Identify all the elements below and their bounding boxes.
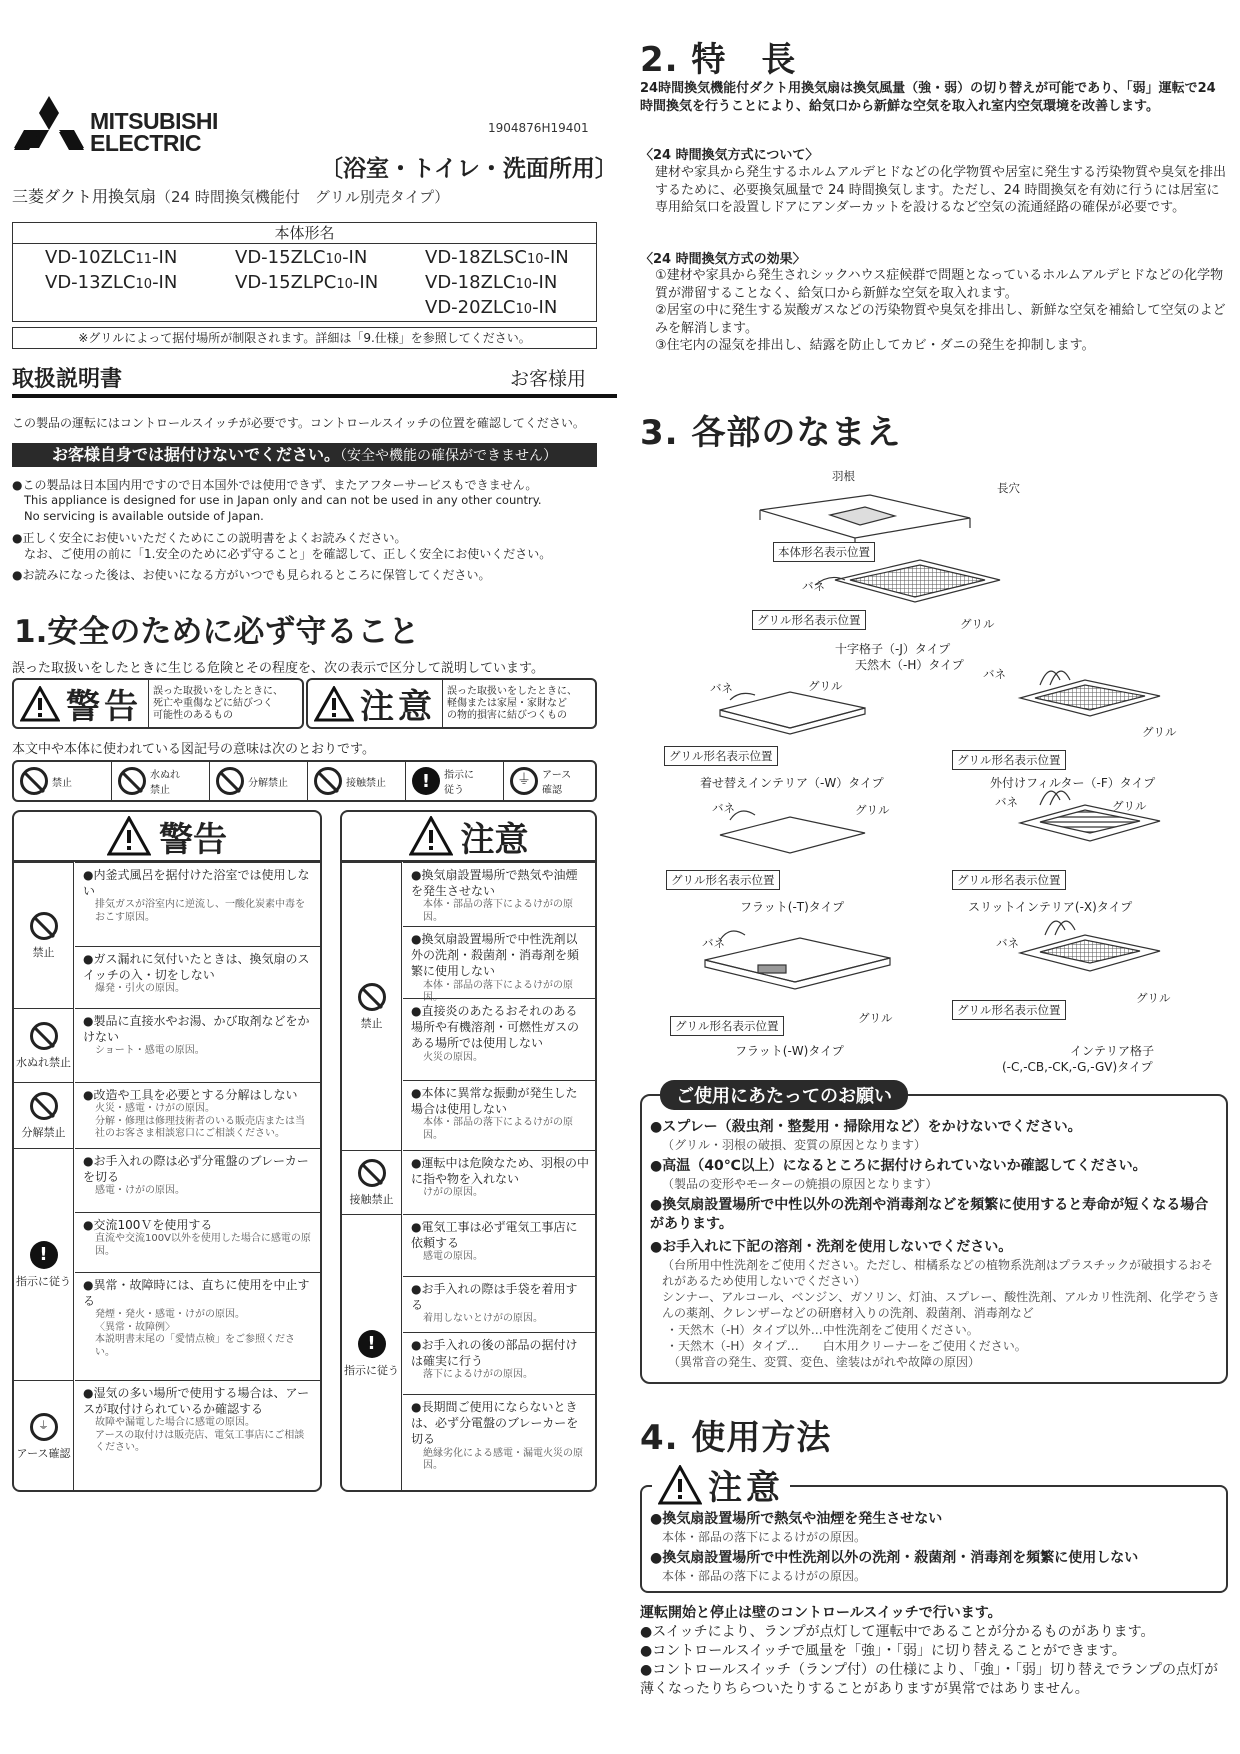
warnbody-item-7: ●湿気の多い場所で使用する場合は、アースが取付けられているか確認する 故障や漏電した場合に感電の原因。 アースの取付けは販売店、電気工事店にご相談ください。 bbox=[75, 1380, 320, 1492]
usage-1: ●スイッチにより、ランプが点灯して運転中であることが分かるものがあります。 bbox=[640, 1623, 1155, 1640]
features-p1: 建材や家具から発生するホルムアルデヒドなどの化学物質や居室に発生する汚染物質や臭気を排出するために、必要換気風量で 24 時間換気します。ただし、24 時間換気を有効に行うには居室に専用給気口を設置しドアにアンダーカットを設けるなど空気の流通経路の確保が必要です。 bbox=[655, 165, 1226, 216]
customer-label: お客様用 bbox=[510, 368, 587, 390]
usage-caution-word: 注意 bbox=[708, 1468, 784, 1508]
caution-triangle-icon bbox=[658, 1465, 702, 1505]
caption-t: フラット(-T)タイプ bbox=[740, 900, 845, 914]
usage-lead: 運転開始と停止は壁のコントロールスイッチで行います。 bbox=[640, 1605, 1002, 1621]
request-list bbox=[650, 1118, 1222, 1370]
caption-c2: (-C,-CB,-CK,-G,-GV)タイプ bbox=[1002, 1060, 1153, 1074]
label-nagaana: 長穴 bbox=[997, 481, 1020, 495]
warning-table-header: 警告 bbox=[14, 812, 320, 862]
features-lead: 24時間換気機能付ダクト用換気扇は換気風量（強・弱）の切り替えが可能であり、「弱」運転で24時間換気を行うことにより、給気口から新鮮な空気を取入れ室内空気環境を改善します。 bbox=[640, 81, 1216, 114]
features-effects bbox=[655, 267, 1228, 355]
model-spacer bbox=[45, 296, 235, 321]
symbol-no-touch: 接触禁止 bbox=[308, 762, 406, 800]
label-grill-4: グリル bbox=[855, 803, 890, 817]
usage-caution-2-note: 本体・部品の落下によるけがの原因。 bbox=[662, 1568, 867, 1583]
prohibit-icon bbox=[358, 983, 386, 1011]
caution-triangle-icon bbox=[314, 686, 354, 722]
request-1-note: （グリル・羽根の破損、変質の原因となります） bbox=[662, 1137, 927, 1152]
warning-triangle-icon bbox=[107, 816, 151, 856]
prohibit-icon bbox=[30, 1092, 58, 1120]
warnbody-item-2: ●製品に直接水やお湯、かび取剤などをかけない ショート・感電の原因。 bbox=[75, 1008, 320, 1082]
grille-note: ※グリルによって据付場所が制限されます。詳細は「9.仕様」を参照してください。 bbox=[12, 327, 597, 349]
request-3: ●換気扇設置場所で中性以外の洗剤や消毒剤などを頻繁に使用すると寿命が短くなる場合があります。 bbox=[650, 1197, 1209, 1233]
usage-2: ●コントロールスイッチで風量を「強」・「弱」に切り替えることができます。 bbox=[640, 1642, 1126, 1659]
intro-bullet-2b: なお、ご使用の前に「1.安全のために必ず守ること」を確認して、正しく安全にお使いください。 bbox=[24, 547, 552, 562]
label-bane-7: バネ bbox=[996, 936, 1019, 950]
section3-title: 3. 各部のなまえ bbox=[640, 413, 902, 453]
warnbody-item-3: ●改造や工具を必要とする分解はしない 火災・感電・けがの原因。 分解・修理は修理技術者のいる販売店または当社のお客さま相談窓口にご相談ください。 bbox=[75, 1082, 320, 1148]
grill-model-label-position-3: グリル形名表示位置 bbox=[952, 750, 1066, 770]
symbol-ground: ⏚ アース 確認 bbox=[504, 762, 594, 800]
label-bane-4: バネ bbox=[712, 801, 735, 815]
safety-lead: 誤った取扱いをしたときに生じる危険とその程度を、次の表示で区分して説明しています。 bbox=[12, 661, 544, 676]
model-1: VD-15ZLC10-IN bbox=[235, 247, 368, 268]
ground-icon: ⏚ bbox=[510, 767, 538, 795]
request-1: ●スプレー（殺虫剤・整髪用・掃除用など）をかけないでください。 bbox=[650, 1119, 1082, 1135]
label-grill-6: グリル bbox=[858, 1011, 893, 1025]
parts-drawing bbox=[640, 460, 1230, 1080]
caution-table-header: 注意 bbox=[342, 812, 595, 862]
warning-triangle-icon bbox=[20, 686, 60, 722]
intro-en-1: This appliance is designed for use in Japan only and can not be used in any other country. bbox=[24, 493, 542, 508]
label-bane-1: バネ bbox=[802, 579, 825, 593]
caption-c1: インテリア格子 bbox=[1070, 1044, 1155, 1058]
symbol-prohibit: 禁止 bbox=[14, 762, 112, 800]
section2-title: 2. 特 長 bbox=[640, 40, 797, 80]
cautbody-category-2: ! 指示に従う bbox=[342, 1214, 402, 1492]
brand-line2: ELECTRIC bbox=[90, 130, 201, 156]
section1-title: 1.安全のために必ず守ること bbox=[14, 614, 420, 650]
warnbody-category-3: ! 指示に従う bbox=[14, 1148, 74, 1380]
cautbody-item-1: ●換気扇設置場所で中性洗剤以外の洗剤・殺菌剤・消毒剤を頻繁に使用しない 本体・部品の落下によるけがの原因。 bbox=[403, 926, 595, 998]
caption-x: スリットインテリア(-X)タイプ bbox=[968, 900, 1133, 914]
prohibit-icon bbox=[30, 912, 58, 940]
cautbody-item-4: ●運転中は危険なため、羽根の中に指や物を入れない けがの原因。 bbox=[403, 1150, 595, 1214]
no-water-icon bbox=[118, 767, 146, 795]
warning-word: 警告 bbox=[66, 687, 142, 727]
section4-title: 4. 使用方法 bbox=[640, 1418, 832, 1458]
cautbody-item-6: ●お手入れの際は手袋を着用する 着用しないとけがの原因。 bbox=[403, 1276, 595, 1332]
model-header: 本体形名 bbox=[13, 223, 596, 244]
parts-diagram bbox=[640, 460, 1230, 1080]
label-bane-3: バネ bbox=[983, 667, 1006, 681]
warnbody-item-1: ●ガス漏れに気付いたときは、換気扇のスイッチの入・切をしない 爆発・引火の原因。 bbox=[75, 946, 320, 1008]
prohibit-icon bbox=[358, 1159, 386, 1187]
symbol-no-disassembly: 分解禁止 bbox=[210, 762, 308, 800]
warnbody-item-0: ●内釜式風呂を据付けた浴室では使用しない 排気ガスが浴室内に逆流し、一酸化炭素中毒をおこす原因。 bbox=[75, 862, 320, 946]
request-4-note-5: （異常音の発生、変質、変色、塗装はがれや故障の原因） bbox=[668, 1354, 981, 1369]
usage-caution-2: ●換気扇設置場所で中性洗剤以外の洗剤・殺菌剤・消毒剤を頻繁に使用しない bbox=[650, 1550, 1139, 1567]
symbol-no-water: 水ぬれ 禁止 bbox=[112, 762, 210, 800]
cautbody-item-5: ●電気工事は必ず電気工事店に依頼する 感電の原因。 bbox=[403, 1214, 595, 1276]
exclamation-icon: ! bbox=[30, 1241, 58, 1269]
warnbody-category-4: ⏚ アース確認 bbox=[14, 1380, 74, 1492]
warning-desc: 誤った取扱いをしたときに、 死亡や重傷などに結びつく 可能性のあるもの bbox=[148, 680, 283, 727]
brand-line1: MITSUBISHI bbox=[90, 108, 218, 134]
model-2: VD-18ZLSC10-IN bbox=[425, 247, 569, 268]
usage-caution-list bbox=[650, 1510, 1222, 1584]
no-touch-icon bbox=[314, 767, 342, 795]
grill-model-label-position-7: グリル形名表示位置 bbox=[952, 1000, 1066, 1020]
exclamation-icon: ! bbox=[358, 1330, 386, 1358]
request-2: ●高温（40℃以上）になるところに据付けられていないか確認してください。 bbox=[650, 1158, 1147, 1175]
label-bane-2: バネ bbox=[710, 681, 733, 695]
caption-w1: 着せ替えインテリア（-W）タイプ bbox=[700, 776, 884, 790]
no-disassembly-icon bbox=[216, 767, 244, 795]
install-warning-banner: お客様自身では据付けないでください。（安全や機能の確保ができません） bbox=[12, 443, 597, 467]
model-3: VD-13ZLC10-IN bbox=[45, 272, 178, 293]
cautbody-item-7: ●お手入れの後の部品の据付けは確実に行う 落下によるけがの原因。 bbox=[403, 1332, 595, 1394]
usage-caution-1: ●換気扇設置場所で熱気や油煙を発生させない bbox=[650, 1511, 943, 1527]
grill-model-label-position-6: グリル形名表示位置 bbox=[670, 1016, 784, 1036]
ground-icon: ⏚ bbox=[30, 1413, 58, 1441]
symbols-lead: 本文中や本体に使われている図記号の意味は次のとおりです。 bbox=[12, 742, 375, 757]
body-model-label-position: 本体形名表示位置 bbox=[773, 542, 875, 562]
label-grill-1: グリル bbox=[960, 617, 995, 631]
usage-caution-1-note: 本体・部品の落下によるけがの原因。 bbox=[662, 1529, 867, 1544]
intro-bullets bbox=[12, 477, 612, 583]
grill-model-label-position-4: グリル形名表示位置 bbox=[666, 870, 780, 890]
intro-en-2: No servicing is available outside of Japan. bbox=[24, 508, 264, 523]
mitsubishi-logo-icon bbox=[14, 96, 84, 154]
features-h1: 〈24 時間換気方式について〉 bbox=[640, 148, 819, 163]
warning-legend bbox=[12, 678, 304, 729]
cautbody-category-1: 接触禁止 bbox=[342, 1150, 402, 1214]
caution-triangle-icon bbox=[409, 816, 453, 856]
header-rule bbox=[12, 394, 617, 398]
cautbody-item-8: ●長期間ご使用にならないときは、必ず分電盤のブレーカーを切る 絶縁劣化による感電・漏電火災の原因。 bbox=[403, 1394, 595, 1492]
request-title: ご使用にあたってのお願い bbox=[660, 1080, 908, 1110]
caption-main-1: 十字格子（-J）タイプ bbox=[835, 642, 951, 656]
request-4-note-1: （台所用中性洗剤をご使用ください。ただし、柑橘系などの植物系洗剤はプラスチックが破損するおそれがあるため使用しないでください） bbox=[662, 1257, 1214, 1289]
request-4-note-4: ・天然木（-H）タイプ… 白木用クリーナーをご使用ください。 bbox=[666, 1338, 1027, 1353]
caption-f: 外付けフィルター（-F）タイプ bbox=[990, 776, 1156, 790]
warnbody-item-6: ●異常・故障時には、直ちに使用を中止する 発煙・発火・感電・けがの原因。 〈異常・故障例〉 本説明書末尾の「愛情点検」をご参照ください。 bbox=[75, 1272, 320, 1380]
caption-main-2: 天然木（-H）タイプ bbox=[855, 658, 964, 672]
model-5: VD-18ZLC10-IN bbox=[425, 272, 558, 293]
effect-3: ③住宅内の湿気を排出し、結露を防止してカビ・ダニの発生を抑制します。 bbox=[655, 338, 1095, 354]
label-grill-5: グリル bbox=[1112, 799, 1147, 813]
request-4-note-3: ・天然木（-H）タイプ以外…中性洗剤をご使用ください。 bbox=[666, 1322, 979, 1337]
caution-legend bbox=[306, 678, 597, 729]
effect-1: ①建材や家具から発生されシックハウス症候群で問題となっているホルムアルデヒドなどの化学物質が滞留することなく、給気口から新鮮な空気を取入れます。 bbox=[655, 268, 1224, 301]
warnbody-category-2: 分解禁止 bbox=[14, 1082, 74, 1148]
intro-bullet-3: ●お読みになった後は、お使いになる方がいつでも見られるところに保管してください。 bbox=[12, 567, 491, 582]
grill-model-label-position-2: グリル形名表示位置 bbox=[664, 746, 778, 766]
features-h2: 〈24 時間換気方式の効果〉 bbox=[640, 252, 806, 267]
product-title: 三菱ダクト用換気扇（24 時間換気機能付 グリル別売タイプ） bbox=[12, 187, 450, 206]
request-4: ●お手入れに下記の溶剤・洗剤を使用しないでください。 bbox=[650, 1238, 1013, 1255]
cautbody-item-0: ●換気扇設置場所で熱気や油煙を発生させない 本体・部品の落下によるけがの原因。 bbox=[403, 862, 595, 926]
usage-list bbox=[640, 1604, 1230, 1698]
cautbody-item-3: ●本体に異常な振動が発生した場合は使用しない 本体・部品の落下によるけがの原因。 bbox=[403, 1080, 595, 1150]
caution-word: 注意 bbox=[360, 687, 436, 727]
caption-w2: フラット(-W)タイプ bbox=[735, 1044, 844, 1058]
model-0: VD-10ZLC11-IN bbox=[45, 247, 178, 268]
warnbody-item-4: ●お手入れの際は必ず分電盤のブレーカーを切る 感電・けがの原因。 bbox=[75, 1148, 320, 1212]
usage-caution-header bbox=[652, 1460, 790, 1509]
prohibit-icon bbox=[20, 767, 48, 795]
warning-table bbox=[12, 810, 322, 1492]
label-grill-2: グリル bbox=[808, 679, 843, 693]
doc-id: 1904876H19401 bbox=[488, 121, 589, 135]
model-4: VD-15ZLPC10-IN bbox=[235, 272, 379, 293]
model-table bbox=[12, 222, 597, 322]
symbol-follow: ! 指示に 従う bbox=[406, 762, 504, 800]
label-bane-6: バネ bbox=[702, 936, 725, 950]
effect-2: ②居室の中に発生する炭酸ガスなどの汚染物質や臭気を排出し、新鮮な空気を補給して空気のよどみを解消します。 bbox=[655, 303, 1226, 336]
cautbody-item-2: ●直接炎のあたるおそれのある場所や有機溶剤・可燃性ガスのある場所では使用しない 火災の原因。 bbox=[403, 998, 595, 1080]
cautbody-category-0: 禁止 bbox=[342, 862, 402, 1150]
exclamation-icon: ! bbox=[412, 767, 440, 795]
grill-model-label-position-5: グリル形名表示位置 bbox=[952, 870, 1066, 890]
label-grill-7: グリル bbox=[1136, 991, 1171, 1005]
warnbody-category-1: 水ぬれ禁止 bbox=[14, 1008, 74, 1082]
usage-location: 〔浴室・トイレ・洗面所用〕 bbox=[320, 156, 618, 182]
warnbody-item-5: ●交流100Ｖを使用する 直流や交流100V以外を使用した場合に感電の原因。 bbox=[75, 1212, 320, 1272]
usage-3: ●コントロールスイッチ（ランプ付）の仕様により、「強」・「弱」切り替えでランプの点灯が薄くなったりちらついたりすることがありますが異常ではありません。 bbox=[640, 1661, 1218, 1697]
prohibit-icon bbox=[30, 1022, 58, 1050]
caution-table bbox=[340, 810, 597, 1492]
grill-model-label-position-1: グリル形名表示位置 bbox=[752, 610, 866, 630]
warnbody-category-0: 禁止 bbox=[14, 862, 74, 1008]
manual-title: 取扱説明書 bbox=[12, 367, 123, 392]
caution-desc: 誤った取扱いをしたときに、 軽傷または家屋・家財など の物的損害に結びつくもの bbox=[442, 680, 577, 727]
label-bane-5: バネ bbox=[995, 795, 1018, 809]
model-spacer bbox=[235, 296, 425, 321]
request-4-note-2: シンナー、アルコール、ベンジン、ガソリン、灯油、スプレー、酸性洗剤、アルカリ性洗剤、化学ぞうきんの薬剤、クレンザーなどの研磨材入りの洗剤、殺菌剤、消毒剤など bbox=[662, 1290, 1220, 1321]
symbol-legend bbox=[12, 760, 597, 802]
intro-bullet-1: ●この製品は日本国内用ですので日本国外では使用できず、またアフターサービスもできません。 bbox=[12, 478, 538, 492]
model-list bbox=[13, 244, 596, 321]
label-grill-3: グリル bbox=[1142, 725, 1177, 739]
intro-bullet-2: ●正しく安全にお使いいただくためにこの説明書をよくお読みください。 bbox=[12, 531, 407, 546]
model-6: VD-20ZLC10-IN bbox=[425, 297, 558, 318]
switch-note: この製品の運転にはコントロールスイッチが必要です。コントロールスイッチの位置を確認してください。 bbox=[12, 416, 585, 430]
request-2-note: （製品の変形やモーターの焼損の原因となります） bbox=[662, 1176, 938, 1191]
label-hane: 羽根 bbox=[832, 469, 855, 483]
